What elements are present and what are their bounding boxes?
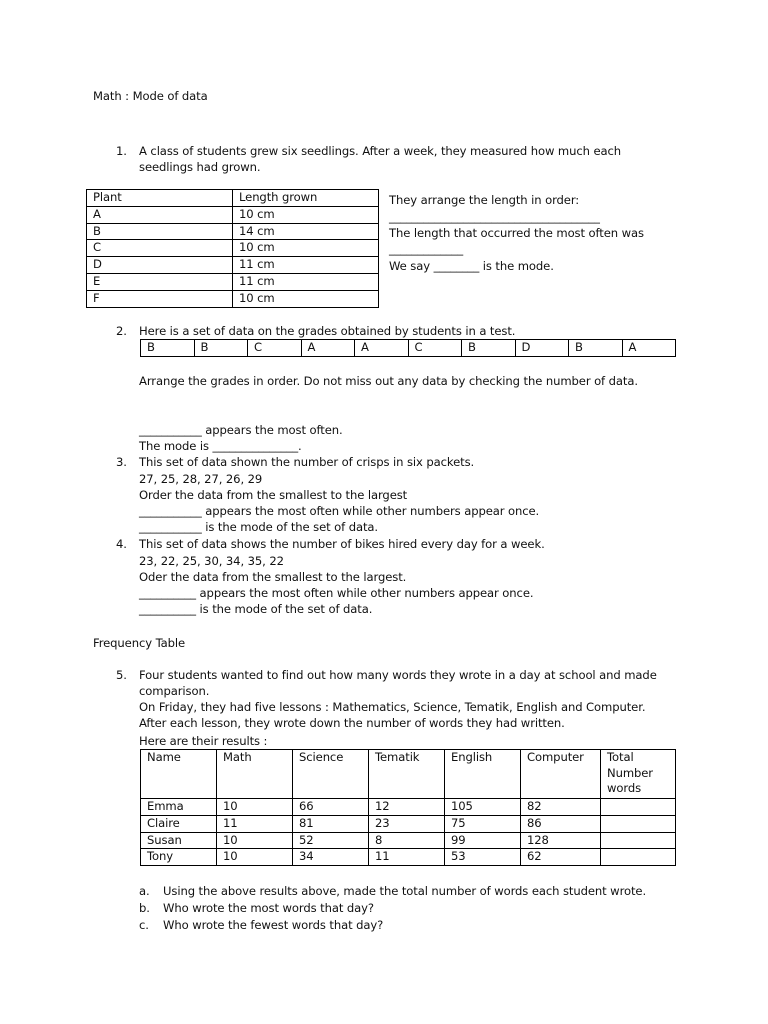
- q4-blank-mode: __________ is the mode of the set of data.: [139, 602, 373, 616]
- table-cell: 34: [293, 849, 369, 866]
- total-cell[interactable]: [601, 799, 676, 816]
- table-cell: 10: [217, 832, 293, 849]
- table-cell: 12: [369, 799, 445, 816]
- q2-blank-most-often: ___________ appears the most often.: [139, 423, 343, 437]
- q4-number: 4.: [116, 537, 127, 551]
- page-title: Math : Mode of data: [93, 89, 208, 103]
- grade-cell: A: [355, 340, 409, 357]
- header-math: Math: [217, 750, 293, 799]
- table-cell: 10: [217, 799, 293, 816]
- table-cell: 11: [369, 849, 445, 866]
- grade-cell: A: [622, 340, 676, 357]
- table-cell: 11: [217, 815, 293, 832]
- table-cell: Emma: [141, 799, 217, 816]
- table-cell: 10 cm: [233, 240, 379, 257]
- table-cell: 53: [445, 849, 521, 866]
- q2-blank-mode: The mode is _______________.: [139, 439, 302, 453]
- q4-text-line1: This set of data shows the number of bikes hired every day for a week.: [139, 537, 545, 551]
- table-cell: 10 cm: [233, 206, 379, 223]
- q3-data: 27, 25, 28, 27, 26, 29: [139, 472, 263, 486]
- table-cell: C: [87, 240, 233, 257]
- table-row: [141, 849, 676, 866]
- table-cell: F: [87, 290, 233, 307]
- table-cell: 105: [445, 799, 521, 816]
- table-cell: 11 cm: [233, 257, 379, 274]
- q1-text-line1: A class of students grew six seedlings. After a week, they measured how much each: [139, 144, 622, 158]
- q5-text-line4: After each lesson, they wrote down the number of words they had written.: [139, 716, 565, 730]
- table-cell: 66: [293, 799, 369, 816]
- q3-blank-most-often: ___________ appears the most often while other numbers appear once.: [139, 504, 540, 518]
- table-cell: 82: [521, 799, 601, 816]
- q5-text-line3: On Friday, they had five lessons : Mathematics, Science, Tematik, English and Computer.: [139, 700, 646, 714]
- q5-sub-b-text: Who wrote the most words that day?: [163, 901, 374, 915]
- header-science: Science: [293, 750, 369, 799]
- table-header-row: [141, 750, 676, 799]
- grade-cell: D: [515, 340, 569, 357]
- table-cell: 10: [217, 849, 293, 866]
- table-cell: Susan: [141, 832, 217, 849]
- total-cell[interactable]: [601, 815, 676, 832]
- table-cell: Tony: [141, 849, 217, 866]
- table-cell: 14 cm: [233, 223, 379, 240]
- total-cell[interactable]: [601, 832, 676, 849]
- q5-sub-b-label: b.: [139, 901, 150, 915]
- table-row: [141, 340, 676, 357]
- table-row: [141, 832, 676, 849]
- words-table: [140, 749, 676, 866]
- header-english: English: [445, 750, 521, 799]
- q4-data: 23, 22, 25, 30, 34, 35, 22: [139, 554, 284, 568]
- q5-sub-c-text: Who wrote the fewest words that day?: [163, 918, 384, 932]
- q2-text-line1: Here is a set of data on the grades obtained by students in a test.: [139, 324, 516, 338]
- table-header-row: [87, 190, 379, 207]
- q4-blank-most-often: __________ appears the most often while other numbers appear once.: [139, 586, 534, 600]
- q5-sub-c-label: c.: [139, 918, 149, 932]
- header-tematik: Tematik: [369, 750, 445, 799]
- q5-text-line2: comparison.: [139, 684, 210, 698]
- q5-number: 5.: [116, 668, 127, 682]
- grades-table: [140, 339, 676, 357]
- q1-side-line3: The length that occurred the most often was: [389, 226, 644, 240]
- table-cell: 23: [369, 815, 445, 832]
- header-total: Total Number words: [601, 750, 676, 799]
- table-cell: D: [87, 257, 233, 274]
- seedlings-table: [86, 189, 379, 308]
- q3-blank-mode: ___________ is the mode of the set of data.: [139, 520, 379, 534]
- grade-cell: A: [301, 340, 355, 357]
- table-row: [87, 206, 379, 223]
- grade-cell: B: [569, 340, 623, 357]
- table-cell: B: [87, 223, 233, 240]
- q2-text-line2: Arrange the grades in order. Do not miss out any data by checking the number of data.: [139, 374, 638, 388]
- table-cell: 52: [293, 832, 369, 849]
- grade-cell: B: [194, 340, 248, 357]
- table-row: [141, 799, 676, 816]
- grade-cell: B: [141, 340, 195, 357]
- header-computer: Computer: [521, 750, 601, 799]
- q5-text-line5: Here are their results :: [139, 734, 268, 748]
- grade-cell: C: [408, 340, 462, 357]
- table-cell: 99: [445, 832, 521, 849]
- q1-number: 1.: [116, 144, 127, 158]
- table-row: [87, 240, 379, 257]
- table-cell: E: [87, 273, 233, 290]
- q5-sub-a-label: a.: [139, 884, 150, 898]
- q1-side-line1: They arrange the length in order:: [389, 193, 580, 207]
- q1-text-line2: seedlings had grown.: [139, 160, 261, 174]
- table-cell: 10 cm: [233, 290, 379, 307]
- header-name: Name: [141, 750, 217, 799]
- frequency-table-heading: Frequency Table: [93, 636, 186, 650]
- q3-text-line1: This set of data shown the number of crisps in six packets.: [139, 455, 475, 469]
- table-cell: Claire: [141, 815, 217, 832]
- table-cell: 62: [521, 849, 601, 866]
- table-row: [141, 815, 676, 832]
- q5-sub-a-text: Using the above results above, made the total number of words each student wrote.: [163, 884, 647, 898]
- table-row: [87, 223, 379, 240]
- grade-cell: C: [248, 340, 302, 357]
- q3-text-line3: Order the data from the smallest to the largest: [139, 488, 408, 502]
- header-plant: Plant: [87, 190, 233, 207]
- q1-side-blank-order: _____________________________________: [389, 210, 600, 224]
- table-cell: 75: [445, 815, 521, 832]
- q4-text-line3: Oder the data from the smallest to the largest.: [139, 570, 407, 584]
- q1-side-mode: We say ________ is the mode.: [389, 259, 554, 273]
- total-cell[interactable]: [601, 849, 676, 866]
- table-cell: 81: [293, 815, 369, 832]
- table-row: [87, 273, 379, 290]
- table-row: [87, 257, 379, 274]
- header-length: Length grown: [233, 190, 379, 207]
- q1-side-blank-often: _____________: [389, 242, 464, 256]
- table-cell: 128: [521, 832, 601, 849]
- table-cell: 11 cm: [233, 273, 379, 290]
- table-cell: 86: [521, 815, 601, 832]
- table-row: [87, 290, 379, 307]
- q2-number: 2.: [116, 324, 127, 338]
- table-cell: 8: [369, 832, 445, 849]
- grade-cell: B: [462, 340, 516, 357]
- q5-text-line1: Four students wanted to find out how many words they wrote in a day at school and made: [139, 668, 657, 682]
- table-cell: A: [87, 206, 233, 223]
- q3-number: 3.: [116, 455, 127, 469]
